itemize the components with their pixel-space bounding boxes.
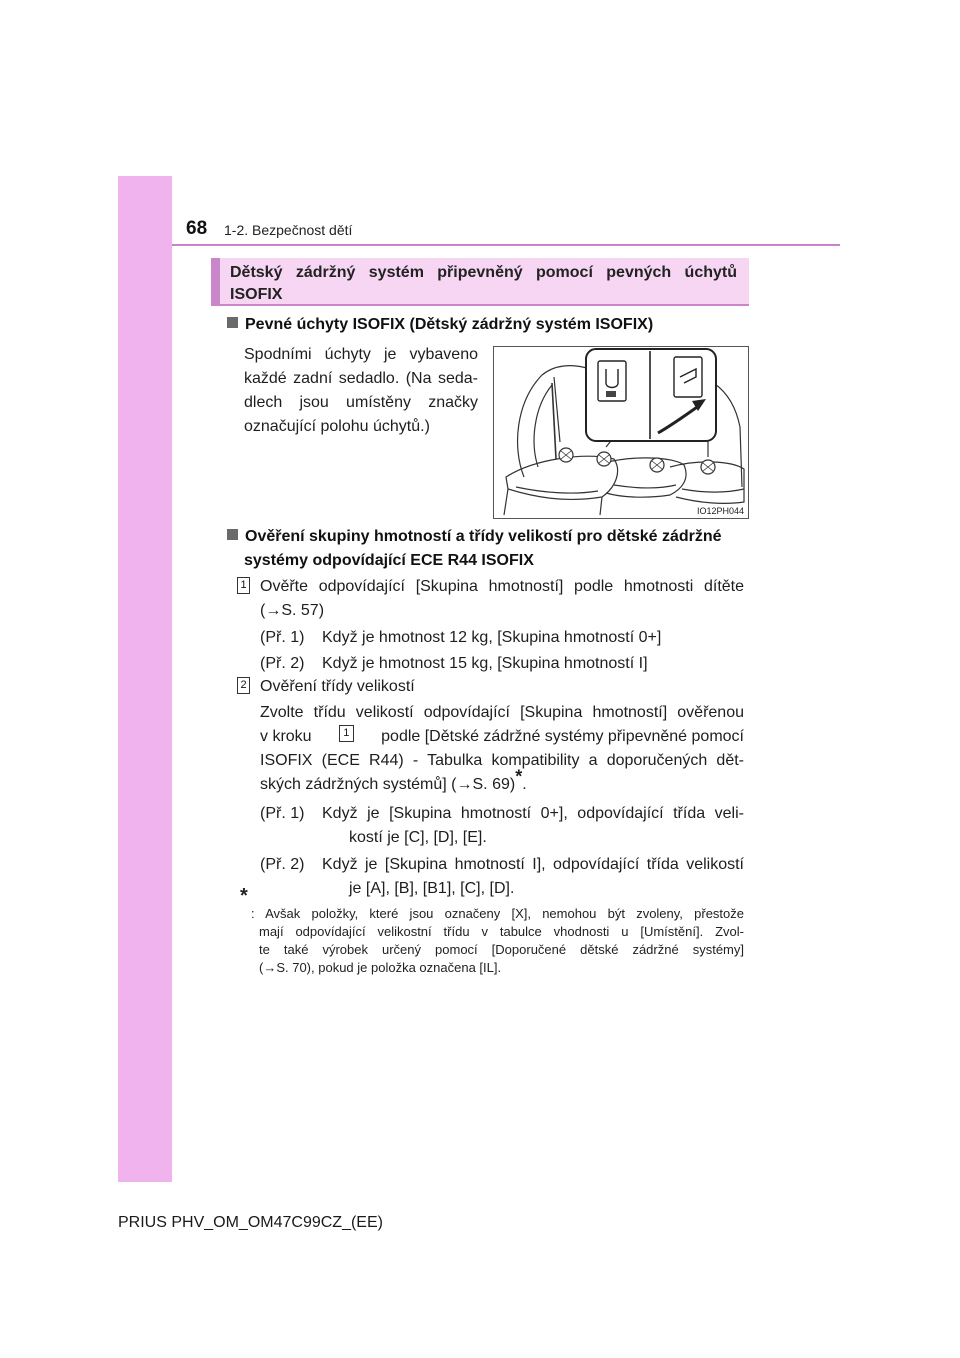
side-tab bbox=[118, 176, 172, 1182]
step2-example1-line1: Když je [Skupina hmotností 0+], odpovídající třída veli- bbox=[322, 805, 744, 822]
step2-example2-line1: Když je [Skupina hmotností I], odpovídající třída velikostí bbox=[322, 856, 744, 873]
section1-line4: označující polohu úchytů.) bbox=[244, 418, 430, 435]
heading-weight-group-check bbox=[227, 525, 722, 549]
step1-example2-label: (Př. 2) bbox=[260, 655, 305, 672]
step2-line4-end: . bbox=[522, 776, 527, 793]
bullet-square-icon bbox=[227, 317, 238, 328]
page-number: 68 bbox=[186, 218, 208, 239]
step2-line2 bbox=[260, 725, 744, 749]
topic-title-line1: Dětský zádržný systém připevněný pomocí pevných úchytů bbox=[230, 264, 737, 281]
step1-example2-text: Když je hmotnost 15 kg, [Skupina hmotností I] bbox=[322, 655, 648, 672]
step2-line4-text: ských zádržných systémů] (→S. 69) bbox=[260, 776, 516, 793]
step2-line3: ISOFIX (ECE R44) - Tabulka kompatibility a doporučených dět- bbox=[260, 752, 744, 769]
section1-line1: Spodními úchyty je vybaveno bbox=[244, 346, 478, 363]
heading-text: Pevné úchyty ISOFIX (Dětský zádržný systém ISOFIX) bbox=[245, 316, 654, 333]
footnote-marker: * bbox=[515, 766, 523, 787]
footnote-line4: (→S. 70), pokud je položka označena [IL]. bbox=[259, 960, 502, 975]
topic-title-line2: ISOFIX bbox=[230, 286, 283, 303]
document-footer: PRIUS PHV_OM_OM47C99CZ_(EE) bbox=[118, 1214, 383, 1231]
section1-line2: každé zadní sedadlo. (Na seda- bbox=[244, 370, 478, 387]
step-number-1: 1 bbox=[237, 577, 250, 594]
seat-drawing-icon bbox=[494, 347, 748, 518]
step1-example1-label: (Př. 1) bbox=[260, 629, 305, 646]
step2-example2-label: (Př. 2) bbox=[260, 856, 305, 873]
step2-line2-pre: v kroku bbox=[260, 728, 312, 745]
illustration-code: IO12PH044 bbox=[696, 506, 744, 516]
section1-line3: dlech jsou umístěny značky bbox=[244, 394, 478, 411]
step2-line2-post: podle [Dětské zádržné systémy připevněné pomocí bbox=[381, 728, 744, 745]
step-ref-1: 1 bbox=[339, 725, 354, 742]
step2-example1-label: (Př. 1) bbox=[260, 805, 305, 822]
step2-line1: Zvolte třídu velikostí odpovídající [Skupina hmotností] ověřenou bbox=[260, 704, 744, 721]
footnote-asterisk: * bbox=[240, 885, 248, 907]
step1-example1-text: Když je hmotnost 12 kg, [Skupina hmotností 0+] bbox=[322, 629, 662, 646]
step2-title: Ověření třídy velikostí bbox=[260, 678, 415, 695]
step2-line4 bbox=[260, 766, 527, 797]
step2-example2-line2: je [A], [B], [B1], [C], [D]. bbox=[349, 880, 515, 897]
heading-text: Ověření skupiny hmotností a třídy velikostí pro dětské zádržné bbox=[245, 528, 722, 545]
footnote-line3: te také výrobek určený pomocí [Doporučené dětské zádržné systémy] bbox=[259, 942, 744, 957]
footnote-line2: mají odpovídající velikostní třídu v tabulce vhodnosti u [Umístění]. Zvol- bbox=[259, 924, 744, 939]
step1-line1: Ověřte odpovídající [Skupina hmotností] podle hmotnosti dítěte bbox=[260, 578, 744, 595]
bullet-square-icon bbox=[227, 529, 238, 540]
step2-example1-line2: kostí je [C], [D], [E]. bbox=[349, 829, 487, 846]
footnote-line1: : Avšak položky, které jsou označeny [X], nemohou být zvoleny, přestože bbox=[251, 906, 744, 921]
heading-isofix-anchors bbox=[227, 313, 653, 337]
rear-seat-isofix-illustration bbox=[493, 346, 749, 519]
step1-line2: (→S. 57) bbox=[260, 602, 325, 619]
section-title: 1-2. Bezpečnost dětí bbox=[224, 222, 353, 238]
heading-weight-group-check-line2: systémy odpovídající ECE R44 ISOFIX bbox=[244, 552, 534, 569]
header-rule bbox=[172, 244, 840, 246]
step-number-2: 2 bbox=[237, 677, 250, 694]
topic-title-box bbox=[211, 258, 749, 306]
